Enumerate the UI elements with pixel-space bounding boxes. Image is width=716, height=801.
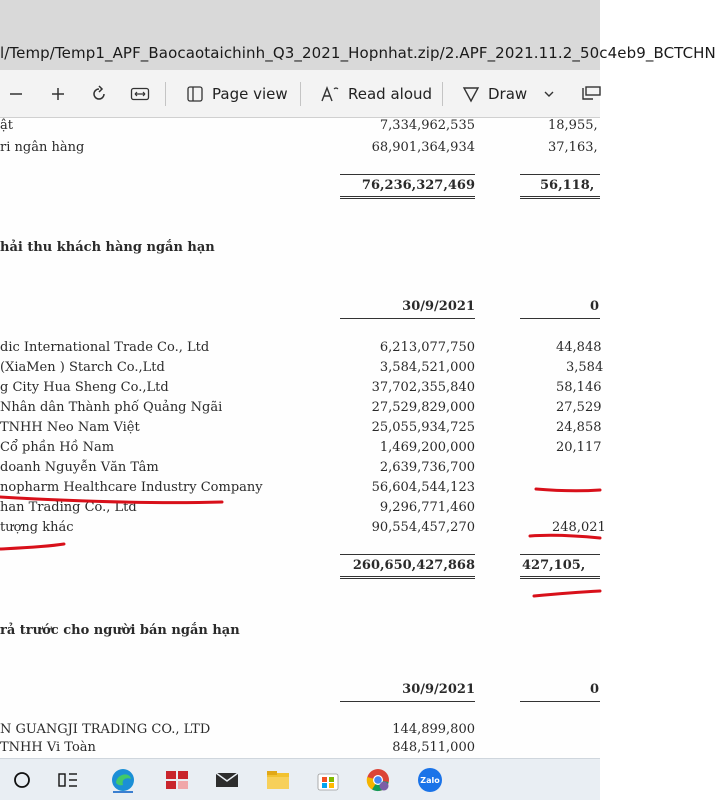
red-underline-mark [534, 591, 600, 596]
rotate-button[interactable] [90, 70, 108, 118]
chrome-icon [365, 767, 391, 793]
row-label: dic International Trade Co., Ltd [0, 340, 210, 355]
row-value: 90,554,457,270 [371, 520, 475, 535]
section1-total-value: 260,650,427,868 [352, 558, 475, 573]
zalo-label: Zalo [420, 775, 440, 785]
draw-button[interactable] [462, 70, 527, 118]
zoom-in-button[interactable] [50, 70, 66, 118]
row-value: 848,511,000 [392, 740, 475, 755]
chevron-down-icon [543, 88, 555, 100]
red-underline-mark [0, 497, 222, 503]
highlight-icon [580, 85, 600, 103]
row-value: 2,639,736,700 [379, 460, 475, 475]
file-explorer-icon [265, 769, 291, 791]
row-value: 1,469,200,000 [379, 440, 475, 455]
toolbar-separator [442, 82, 443, 106]
red-underline-mark [536, 489, 600, 491]
row-label: (XiaMen ) Starch Co.,Ltd [0, 360, 165, 375]
row-value-prior: 248,021 [552, 520, 606, 535]
draw-label: Draw [488, 85, 528, 103]
page-view-label: Page view [212, 85, 288, 103]
row-label: Cổ phần Hồ Nam [0, 440, 115, 455]
row-value: 3,584,521,000 [379, 360, 475, 375]
chrome-taskbar-button[interactable] [358, 759, 398, 801]
app-taskbar-button[interactable] [157, 759, 197, 801]
zoom-out-button[interactable] [8, 70, 24, 118]
top-total-value-prior: 56,118, [540, 178, 595, 193]
mail-icon [215, 771, 239, 789]
red-underline-mark [0, 544, 64, 549]
store-taskbar-button[interactable] [308, 759, 348, 801]
column-header: 30/9/2021 [402, 299, 475, 314]
row-value-prior: 24,858 [556, 420, 602, 435]
draw-icon [462, 85, 480, 103]
row-label: nopharm Healthcare Industry Company [0, 480, 263, 495]
column-header-prior: 0 [590, 682, 600, 697]
column-header: 30/9/2021 [402, 682, 475, 697]
section1-total-value-prior: 427,105, [522, 558, 586, 573]
row-value: 37,702,355,840 [371, 380, 475, 395]
read-aloud-icon [320, 85, 340, 103]
row-label: ật [0, 118, 13, 133]
minus-icon [8, 86, 24, 102]
column-header-prior: 0 [590, 299, 600, 314]
red-underline-mark [530, 535, 600, 538]
task-view-icon [58, 771, 78, 789]
highlight-button[interactable] [580, 70, 600, 118]
row-value: 144,899,800 [392, 722, 475, 737]
app-icon [164, 768, 190, 792]
edge-taskbar-button[interactable] [103, 759, 143, 801]
edge-icon [110, 767, 136, 793]
row-value: 6,213,077,750 [379, 340, 475, 355]
page-view-icon [186, 85, 204, 103]
store-icon [316, 768, 340, 792]
read-aloud-label: Read aloud [348, 85, 433, 103]
row-label: han Trading Co., Ltd [0, 500, 137, 515]
start-icon [13, 771, 31, 789]
row-label: ri ngân hàng [0, 140, 85, 155]
row-value-prior: 3,584 [566, 360, 604, 375]
taskbar [0, 758, 600, 800]
file-explorer-taskbar-button[interactable] [258, 759, 298, 801]
read-aloud-button[interactable] [320, 70, 432, 118]
toolbar-separator [165, 82, 166, 106]
row-value-prior: 58,146 [556, 380, 602, 395]
row-value: 25,055,934,725 [371, 420, 475, 435]
row-value-prior: 20,117 [556, 440, 602, 455]
row-label: N GUANGJI TRADING CO., LTD [0, 722, 211, 737]
row-label: tượng khác [0, 520, 74, 535]
row-label: g City Hua Sheng Co.,Ltd [0, 380, 169, 395]
row-value: 68,901,364,934 [371, 140, 475, 155]
row-value-prior: 27,529 [556, 400, 602, 415]
draw-options-dropdown[interactable] [543, 70, 555, 118]
row-label: TNHH Vi Toàn [0, 740, 96, 755]
row-label: doanh Nguyễn Văn Tâm [0, 460, 159, 475]
toolbar-separator [300, 82, 301, 106]
row-label: Nhân dân Thành phố Quảng Ngãi [0, 400, 223, 415]
row-value: 7,334,962,535 [379, 118, 475, 133]
row-value: 56,604,544,123 [371, 480, 475, 495]
page-view-button[interactable] [186, 70, 288, 118]
fit-width-button[interactable] [130, 70, 150, 118]
address-bar[interactable] [0, 0, 716, 70]
plus-icon [50, 86, 66, 102]
zalo-taskbar-button[interactable] [410, 759, 450, 801]
fit-width-icon [130, 86, 150, 102]
pdf-toolbar [0, 70, 600, 118]
top-total-value: 76,236,327,469 [361, 178, 475, 193]
rotate-icon [90, 85, 108, 103]
section-title: hải thu khách hàng ngắn hạn [0, 240, 215, 255]
row-value: 9,296,771,460 [379, 500, 475, 515]
section-title: rả trước cho người bán ngắn hạn [0, 623, 240, 638]
row-value-prior: 18,955, [548, 118, 598, 133]
task-view-button[interactable] [48, 759, 88, 801]
pdf-page [0, 118, 606, 758]
row-value-prior: 37,163, [548, 140, 598, 155]
mail-taskbar-button[interactable] [207, 759, 247, 801]
row-label: TNHH Neo Nam Việt [0, 420, 140, 435]
row-value-prior: 44,848 [556, 340, 602, 355]
url-text[interactable]: l/Temp/Temp1_APF_Baocaotaichinh_Q3_2021_Hopnhat.zip/2.APF_2021.11.2_50c4eb9_BCTCHN [0, 44, 716, 62]
start-button[interactable] [2, 759, 42, 801]
red-annotation-marks [0, 118, 600, 758]
row-value: 27,529,829,000 [371, 400, 475, 415]
